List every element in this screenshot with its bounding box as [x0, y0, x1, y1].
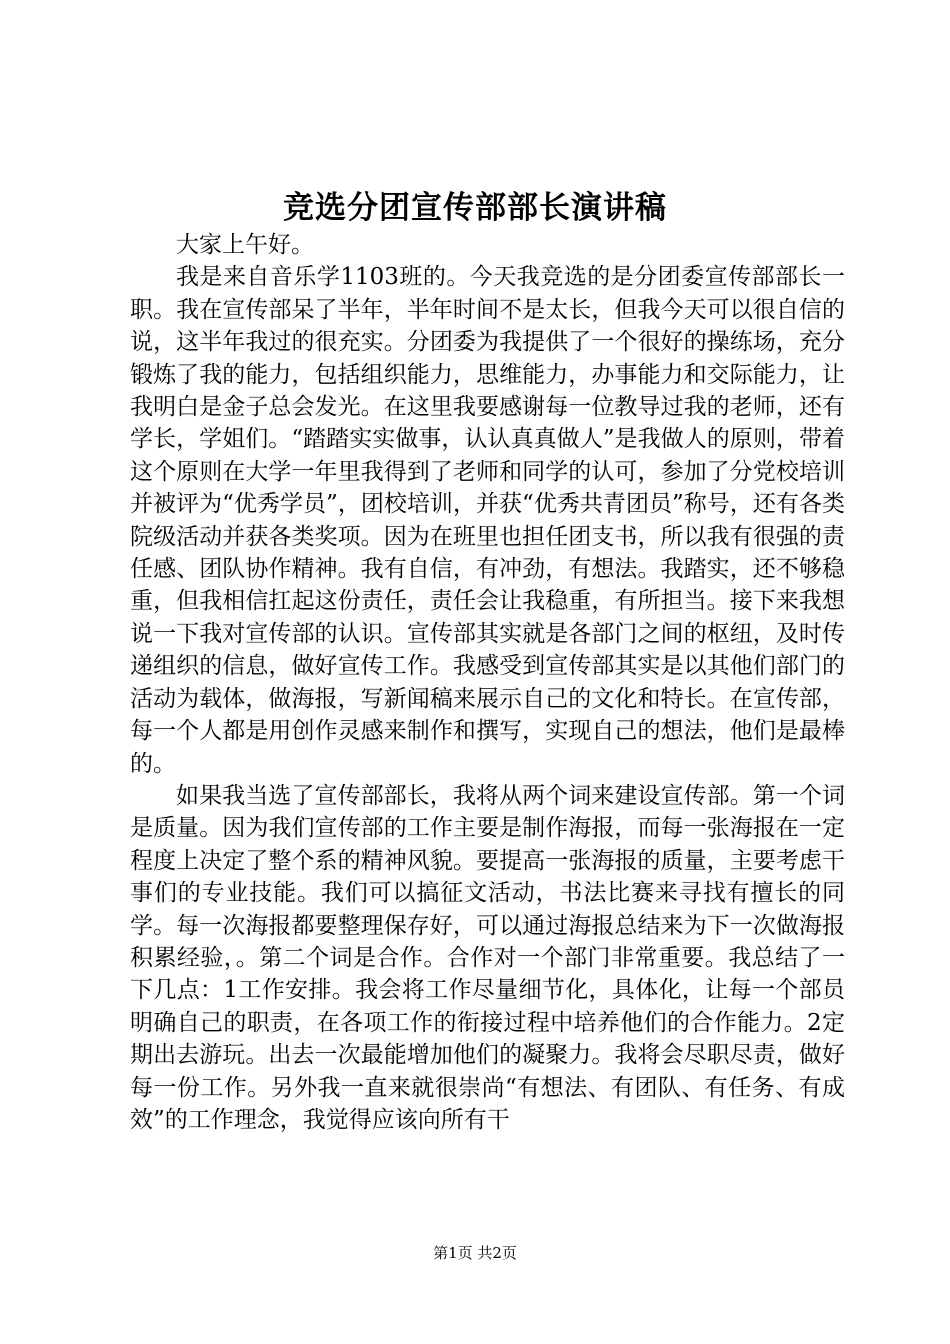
- paragraph-plan: 如果我当选了宣传部部长，我将从两个词来建设宣传部。第一个词是质量。因为我们宣传部的工作主要是制作海报，而每一张海报在一定程度上决定了整个系的精神风貌。要提高一张海报的质量，主要考虑干事们的专业技能。我们可以搞征文活动，书法比赛来寻找有擅长的同学。每一次海报都要整理保存好，可以通过海报总结来为下一次做海报积累经验，。第二个词是合作。合作对一个部门非常重要。我总结了一下几点：1工作安排。我会将工作尽量细节化，具体化，让每一个部员明确自己的职责，在各项工作的衔接过程中培养他们的合作能力。2定期出去游玩。出去一次最能增加他们的凝聚力。我将会尽职尽责，做好每一份工作。另外我一直来就很崇尚“有想法、有团队、有任务、有成效”的工作理念，我觉得应该向所有干: [130, 782, 845, 1133]
- page-footer: 第1页 共2页: [433, 1244, 517, 1262]
- document-body: [130, 229, 845, 1136]
- paragraph-introduction: 我是来自音乐学1103班的。今天我竞选的是分团委宣传部部长一职。我在宣传部呆了半年，半年时间不是太长，但我今天可以很自信的说，这半年我过的很充实。分团委为我提供了一个很好的操练场，充分锻炼了我的能力，包括组织能力，思维能力，办事能力和交际能力，让我明白是金子总会发光。在这里我要感谢每一位教导过我的老师，还有学长，学姐们。“踏踏实实做事，认认真真做人”是我做人的原则，带着这个原则在大学一年里我得到了老师和同学的认可，参加了分党校培训并被评为“优秀学员”，团校培训，并获“优秀共青团员”称号，还有各类院级活动并获各类奖项。因为在班里也担任团支书，所以我有很强的责任感、团队协作精神。我有自信，有冲劲，有想法。我踏实，还不够稳重，但我相信扛起这份责任，责任会让我稳重，有所担当。接下来我想说一下我对宣传部的认识。宣传部其实就是各部门之间的枢纽，及时传递组织的信息，做好宣传工作。我感受到宣传部其实是以其他们部门的活动为载体，做海报，写新闻稿来展示自己的文化和特长。在宣传部，每一个人都是用创作灵感来制作和撰写，实现自己的想法，他们是最棒的。: [130, 264, 845, 777]
- document-title: 竞选分团宣传部部长演讲稿: [283, 190, 667, 226]
- paragraph-greeting: 大家上午好。: [176, 232, 314, 258]
